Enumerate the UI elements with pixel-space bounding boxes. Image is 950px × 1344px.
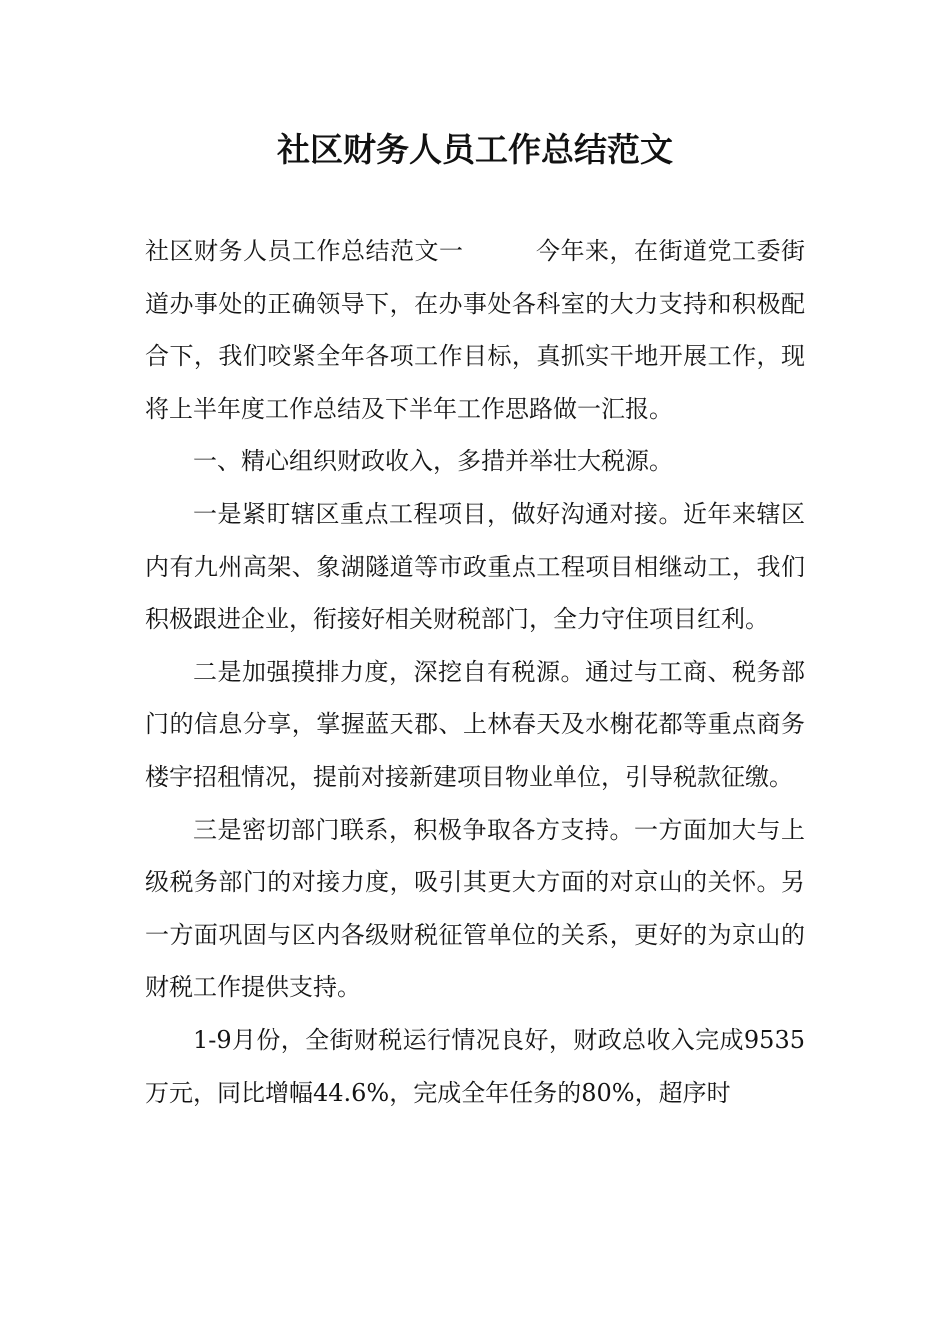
document-body: [145, 225, 805, 1119]
intro-prefix: 社区财务人员工作总结范文一: [145, 237, 464, 265]
body-paragraph-1: 一是紧盯辖区重点工程项目，做好沟通对接。近年来辖区内有九州高架、象湖隧道等市政重点工程项目相继动工，我们积极跟进企业，衔接好相关财税部门，全力守住项目红利。: [145, 499, 805, 634]
body-paragraph-4: 1-9月份，全街财税运行情况良好，财政总收入完成9535万元，同比增幅44.6%，完成全年任务的80%，超序时: [145, 1025, 805, 1107]
body-paragraph-3: 三是密切部门联系，积极争取各方支持。一方面加大与上级税务部门的对接力度，吸引其更大方面的对京山的关怀。另一方面巩固与区内各级财税征管单位的关系，更好的为京山的财税工作提供支持。: [145, 815, 805, 1002]
document-title: 社区财务人员工作总结范文: [277, 130, 673, 169]
body-paragraph-2: 二是加强摸排力度，深挖自有税源。通过与工商、税务部门的信息分享，掌握蓝天郡、上林春天及水榭花都等重点商务楼宇招租情况，提前对接新建项目物业单位，引导税款征缴。: [145, 657, 805, 791]
section-heading-1: 一、精心组织财政收入，多措并举壮大税源。: [193, 447, 673, 476]
intro-paragraph: [145, 225, 805, 435]
intro-text: 今年来，在街道党工委街道办事处的正确领导下，在办事处各科室的大力支持和积极配合下，我们咬紧全年各项工作目标，真抓实干地开展工作，现将上半年度工作总结及下半年工作思路做一汇报。: [145, 237, 805, 423]
